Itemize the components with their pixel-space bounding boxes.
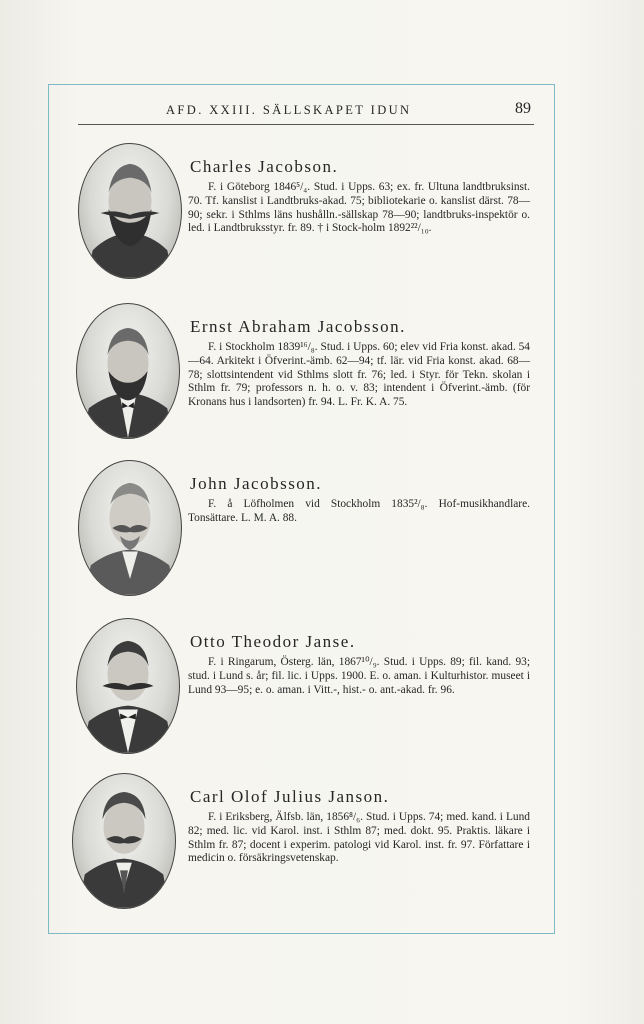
portrait-illustration: [73, 774, 175, 908]
biography-text: F. i Ringarum, Österg. län, 1867¹⁰/₉. Stud. i Upps. 89; fil. kand. 93; stud. i Lund s. år; fil. lic. i Upps. 1900. E. o. aman. i Kulturhistor. museet i Lund 93—95; e. o. aman. i Vitt.-, hist.- o. ant.-akad. fr. 96.: [188, 656, 530, 696]
portrait-photo: [72, 773, 176, 909]
person-name: Otto Theodor Janse.: [190, 632, 356, 651]
portrait-photo: [78, 143, 182, 279]
portrait-illustration: [79, 144, 181, 278]
biography-text: F. i Stockholm 1839¹⁶/₈. Stud. i Upps. 60; elev vid Fria konst. akad. 54—64. Arkitekt i Öfverint.-ämb. 62—94; tf. lär. vid Fria konst. akad. 68—78; slottsintendent vid Sthlms slott fr. 76; led. i Styr. för Tekn. skolan i Sthlm fr. 79; professors n. h. o. v. 83; intendent i Öfverint.-ämb. (för Kronans hus i landsorten) fr. 94. L. Fr. K. A. 75.: [188, 341, 530, 409]
biography-text: F. i Göteborg 1846⁵/₄. Stud. i Upps. 63; ex. fr. Ultuna landtbruksinst. 70. Tf. kanslist i Landtbruks-akad. 75; bibliotekarie o. kanslist därst. 78—90; sekr. i Sthlms läns hushålln.-sällskap 78—90; landtbruks-inspektör o. led. i Landtbruksstyr. fr. 89. † i Stock-holm 1892²²/₁₀.: [188, 181, 530, 235]
biography-text: F. å Löfholmen vid Stockholm 1835²/₈. Hof-musikhandlare. Tonsättare. L. M. A. 88.: [188, 498, 530, 524]
person-name: John Jacobsson.: [190, 474, 323, 493]
person-name: Carl Olof Julius Janson.: [190, 787, 390, 806]
portrait-photo: [78, 460, 182, 596]
running-title: AFD. XXIII. SÄLLSKAPET IDUN: [166, 103, 412, 117]
biography-text: F. i Eriksberg, Älfsb. län, 1856⁸/₆. Stud. i Upps. 74; med. kand. i Lund 82; med. lic. vid Karol. inst. i Sthlm 87; med. dokt. 95. Praktis. läkare i Sthlm fr. 87; docent i experim. patologi vid Karol. inst. fr. 97. Författare i medicin o. försäkringsvetenskap.: [188, 811, 530, 865]
portrait-illustration: [77, 619, 179, 753]
portrait-illustration: [79, 461, 181, 595]
page-number: 89: [515, 100, 531, 117]
running-header: [78, 100, 534, 125]
portrait-photo: [76, 303, 180, 439]
portrait-photo: [76, 618, 180, 754]
person-name: Charles Jacobson.: [190, 157, 339, 176]
person-name: Ernst Abraham Jacobsson.: [190, 317, 406, 336]
portrait-illustration: [77, 304, 179, 438]
